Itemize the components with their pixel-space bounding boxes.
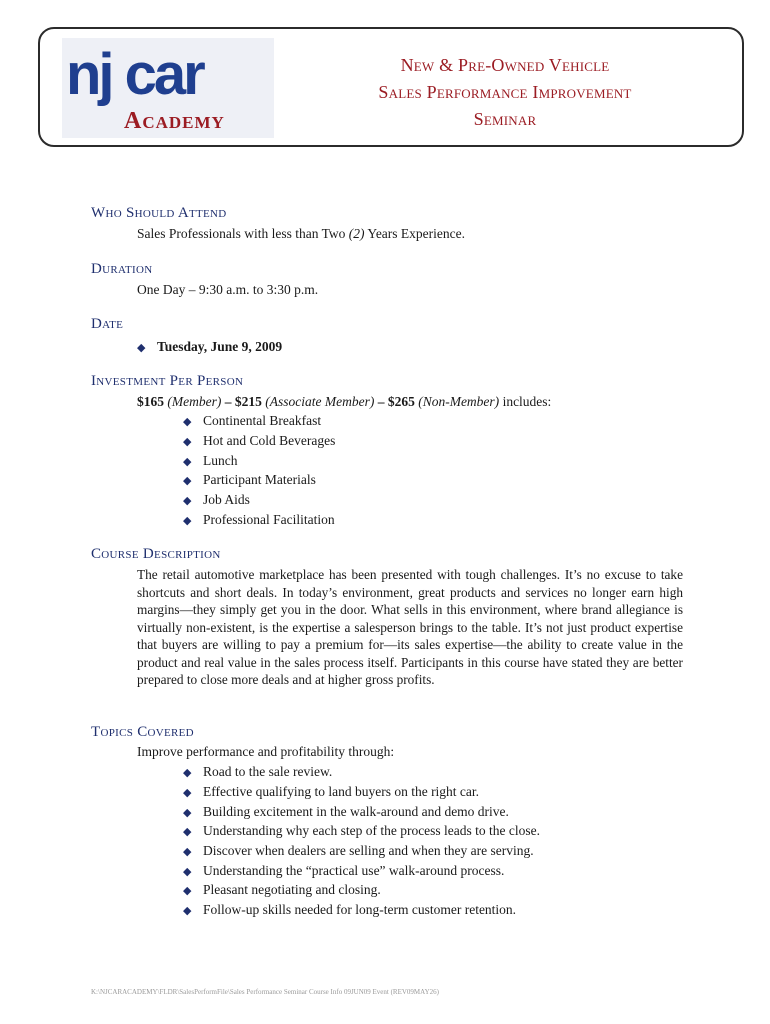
diamond-icon: ◆ bbox=[183, 807, 192, 819]
label-member: (Member) bbox=[167, 394, 222, 409]
list-item bbox=[183, 782, 479, 804]
list-item-label: Professional Facilitation bbox=[203, 512, 335, 527]
diamond-icon: ◆ bbox=[183, 495, 192, 507]
label-nonmember: (Non-Member) bbox=[418, 394, 500, 409]
list-item-label: Hot and Cold Beverages bbox=[203, 433, 336, 448]
investment-prices bbox=[137, 394, 551, 410]
diamond-icon: ◆ bbox=[183, 846, 192, 858]
diamond-icon: ◆ bbox=[183, 475, 192, 487]
date-value: Tuesday, June 9, 2009 bbox=[157, 339, 283, 354]
list-item bbox=[183, 490, 250, 512]
list-item bbox=[183, 510, 335, 532]
who-should-attend-text bbox=[137, 226, 465, 242]
topics-covered-heading: Topics Covered bbox=[91, 724, 194, 740]
list-item bbox=[183, 762, 332, 784]
title-line-2: Sales Performance Improvement bbox=[378, 82, 632, 102]
diamond-icon: ◆ bbox=[183, 456, 192, 468]
diamond-icon: ◆ bbox=[137, 342, 146, 354]
list-item-label: Participant Materials bbox=[203, 472, 316, 487]
who-text-start: Sales Professionals with less than Two bbox=[137, 226, 349, 241]
diamond-icon: ◆ bbox=[183, 767, 192, 779]
list-item-label: Understanding why each step of the process leads to the close. bbox=[203, 823, 541, 838]
list-item-label: Understanding the “practical use” walk-around process. bbox=[203, 863, 505, 878]
list-item-label: Road to the sale review. bbox=[203, 764, 333, 779]
diamond-icon: ◆ bbox=[183, 787, 192, 799]
duration-text: One Day – 9:30 a.m. to 3:30 p.m. bbox=[137, 282, 319, 297]
list-item bbox=[183, 821, 540, 843]
seminar-title bbox=[300, 52, 710, 133]
list-item-label: Job Aids bbox=[203, 492, 250, 507]
course-description-text: The retail automotive marketplace has been presented with tough challenges. It’s no excuse to take shortcuts and short deals. In today’s environment, great products and services no longer earn high margins—they simply get you in the door. What sells in this environment, where brand allegiance is virtually non-existent, is the expertise a salesperson brings to the table. It’s not just product expertise that buyers are willing to pay a premium for—its sales expertise—the ability to create value in the product and real value in the sales process itself. Participants in this course have stated they are better prepared to close more deals and at higher gross profits. bbox=[137, 567, 683, 687]
diamond-icon: ◆ bbox=[183, 826, 192, 838]
list-item-label: Discover when dealers are selling and when they are serving. bbox=[203, 843, 534, 858]
list-item-label: Pleasant negotiating and closing. bbox=[203, 882, 381, 897]
list-item bbox=[183, 470, 316, 492]
list-item-label: Effective qualifying to land buyers on the right car. bbox=[203, 784, 480, 799]
topics-intro: Improve performance and profitability through: bbox=[137, 744, 395, 759]
diamond-icon: ◆ bbox=[183, 515, 192, 527]
list-item-label: Building excitement in the walk-around and demo drive. bbox=[203, 804, 509, 819]
file-path-footer: K:\NJCARACADEMY\FLDR\SalesPerformFile\Sales Performance Seminar Course Info 09JUN09 Event (REV09MAY26) bbox=[91, 988, 439, 996]
who-text-end: Years Experience. bbox=[364, 226, 466, 241]
price-separator-1: – bbox=[221, 394, 235, 409]
list-item-label: Follow-up skills needed for long-term customer retention. bbox=[203, 902, 517, 917]
list-item-label: Continental Breakfast bbox=[203, 413, 322, 428]
title-line-3: Seminar bbox=[473, 109, 537, 129]
includes-text: includes: bbox=[499, 394, 552, 409]
price-associate: $215 bbox=[234, 394, 262, 409]
njcar-academy-logo bbox=[62, 38, 274, 138]
price-nonmember: $265 bbox=[387, 394, 415, 409]
list-item bbox=[183, 900, 516, 922]
who-text-italic: (2) bbox=[348, 226, 365, 241]
duration-heading: Duration bbox=[91, 261, 153, 277]
date-heading: Date bbox=[91, 316, 124, 332]
price-separator-2: – bbox=[374, 394, 388, 409]
course-description-heading: Course Description bbox=[91, 546, 221, 562]
diamond-icon: ◆ bbox=[183, 905, 192, 917]
date-item bbox=[137, 337, 282, 359]
price-member: $165 bbox=[137, 394, 164, 409]
list-item bbox=[183, 841, 534, 863]
logo-bottom-text: Academy bbox=[124, 108, 225, 134]
label-associate: (Associate Member) bbox=[265, 394, 375, 409]
diamond-icon: ◆ bbox=[183, 416, 192, 428]
investment-heading: Investment Per Person bbox=[91, 373, 244, 389]
who-should-attend-heading: Who Should Attend bbox=[91, 205, 227, 221]
list-item bbox=[183, 880, 381, 902]
diamond-icon: ◆ bbox=[183, 436, 192, 448]
list-item-label: Lunch bbox=[203, 453, 238, 468]
logo-top-text: nj car bbox=[66, 42, 203, 107]
title-line-1: New & Pre-Owned Vehicle bbox=[400, 55, 610, 75]
diamond-icon: ◆ bbox=[183, 866, 192, 878]
list-item bbox=[183, 431, 335, 453]
diamond-icon: ◆ bbox=[183, 885, 192, 897]
list-item bbox=[183, 411, 321, 433]
